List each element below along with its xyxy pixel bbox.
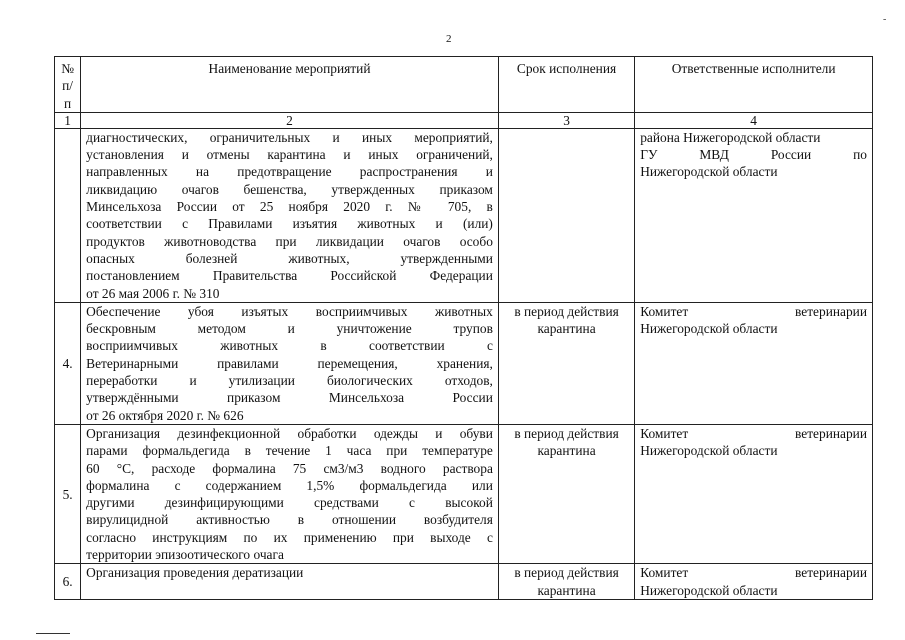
responsible-line: Нижегородской области bbox=[640, 164, 778, 180]
column-number: 1 bbox=[55, 112, 81, 128]
row-responsible bbox=[635, 302, 873, 424]
deadline-line: карантина bbox=[537, 582, 596, 598]
header-number bbox=[55, 57, 81, 113]
description-line: согласно инструкциям по их применению при выходе с bbox=[86, 529, 493, 545]
deadline-line: в период действия bbox=[514, 565, 619, 581]
table-row bbox=[55, 302, 873, 424]
row-number: 5. bbox=[55, 424, 81, 563]
row-deadline bbox=[498, 564, 634, 600]
row-responsible bbox=[635, 564, 873, 600]
responsible-line: Комитет ветеринарии bbox=[640, 425, 867, 441]
table-body bbox=[55, 128, 873, 599]
description-line: Организация дезинфекционной обработки одежды и обуви bbox=[86, 425, 493, 441]
header-number-line2: п/п bbox=[62, 78, 74, 111]
responsible-line: Комитет ветеринарии bbox=[640, 303, 867, 319]
description-line: соответствии с Правилами изъятия животных и (или) bbox=[86, 216, 493, 232]
table-row bbox=[55, 564, 873, 600]
responsible-line: района Нижегородской области bbox=[640, 129, 821, 145]
description-line: Обеспечение убоя изъятых восприимчивых животных bbox=[86, 303, 493, 319]
deadline-line: в период действия bbox=[514, 425, 619, 441]
row-description bbox=[81, 128, 499, 302]
header-name: Наименование мероприятий bbox=[81, 57, 499, 113]
row-number: 4. bbox=[55, 302, 81, 424]
row-number bbox=[55, 128, 81, 302]
responsible-line: Нижегородской области bbox=[640, 321, 778, 337]
responsible-line: ГУ МВД России по bbox=[640, 147, 867, 163]
header-number-line1: № bbox=[61, 61, 74, 76]
measures-table bbox=[54, 56, 873, 600]
deadline-line: карантина bbox=[537, 321, 596, 337]
description-line: бескровным методом и уничтожение трупов bbox=[86, 321, 493, 337]
description-line: территории эпизоотического очага bbox=[86, 547, 284, 563]
description-line: Ветеринарными правилами перемещения, хранения, bbox=[86, 355, 493, 371]
description-line: продуктов животноводства при ликвидации очагов особо bbox=[86, 233, 493, 249]
column-number: 2 bbox=[81, 112, 499, 128]
row-description bbox=[81, 302, 499, 424]
column-number: 3 bbox=[498, 112, 634, 128]
description-line: от 26 октября 2020 г. № 626 bbox=[86, 407, 244, 423]
description-line: вирулицидной активностью в отношении возбудителя bbox=[86, 512, 493, 528]
deadline-line: в период действия bbox=[514, 303, 619, 319]
table-row bbox=[55, 424, 873, 563]
header-responsible: Ответственные исполнители bbox=[635, 57, 873, 113]
row-deadline bbox=[498, 424, 634, 563]
row-deadline bbox=[498, 302, 634, 424]
description-line: ликвидацию очагов бешенства, утвержденных приказом bbox=[86, 181, 493, 197]
table-row bbox=[55, 128, 873, 302]
description-line: направленных на предотвращение распространения и bbox=[86, 164, 493, 180]
description-line: от 26 мая 2006 г. № 310 bbox=[86, 285, 220, 301]
row-number: 6. bbox=[55, 564, 81, 600]
row-description bbox=[81, 564, 499, 600]
responsible-line: Комитет ветеринарии bbox=[640, 565, 867, 581]
description-line: Минсельхоза России от 25 ноября 2020 г. № 705, в bbox=[86, 199, 493, 215]
responsible-line: Нижегородской области bbox=[640, 443, 778, 459]
page-number: 2 bbox=[446, 33, 452, 45]
description-line: формалина с содержанием 1,5% формальдегида или bbox=[86, 477, 493, 493]
description-line: установления и отмены карантина и иных ограничений, bbox=[86, 147, 493, 163]
column-number: 4 bbox=[635, 112, 873, 128]
corner-mark: - bbox=[883, 14, 887, 25]
footer-rule bbox=[36, 633, 70, 634]
description-line: утверждёнными приказом Минсельхоза России bbox=[86, 390, 493, 406]
column-number-row bbox=[55, 112, 873, 128]
row-deadline bbox=[498, 128, 634, 302]
responsible-line: Нижегородской области bbox=[640, 582, 778, 598]
row-description bbox=[81, 424, 499, 563]
row-responsible bbox=[635, 128, 873, 302]
description-line: Организация проведения дератизации bbox=[86, 565, 304, 581]
description-line: постановлением Правительства Российской Федерации bbox=[86, 268, 493, 284]
description-line: переработки и утилизации биологических отходов, bbox=[86, 373, 493, 389]
description-line: 60 °С, расходе формалина 75 см3/м3 водного раствора bbox=[86, 460, 493, 476]
table-header-row bbox=[55, 57, 873, 113]
description-line: другими дезинфицирующими средствами с высокой bbox=[86, 495, 493, 511]
header-deadline: Срок исполнения bbox=[498, 57, 634, 113]
description-line: диагностических, ограничительных и иных мероприятий, bbox=[86, 129, 493, 145]
row-responsible bbox=[635, 424, 873, 563]
description-line: восприимчивых животных в соответствии с bbox=[86, 338, 493, 354]
deadline-line: карантина bbox=[537, 443, 596, 459]
description-line: парами формальдегида в течение 1 часа при температуре bbox=[86, 443, 493, 459]
description-line: опасных болезней животных, утвержденными bbox=[86, 250, 493, 266]
